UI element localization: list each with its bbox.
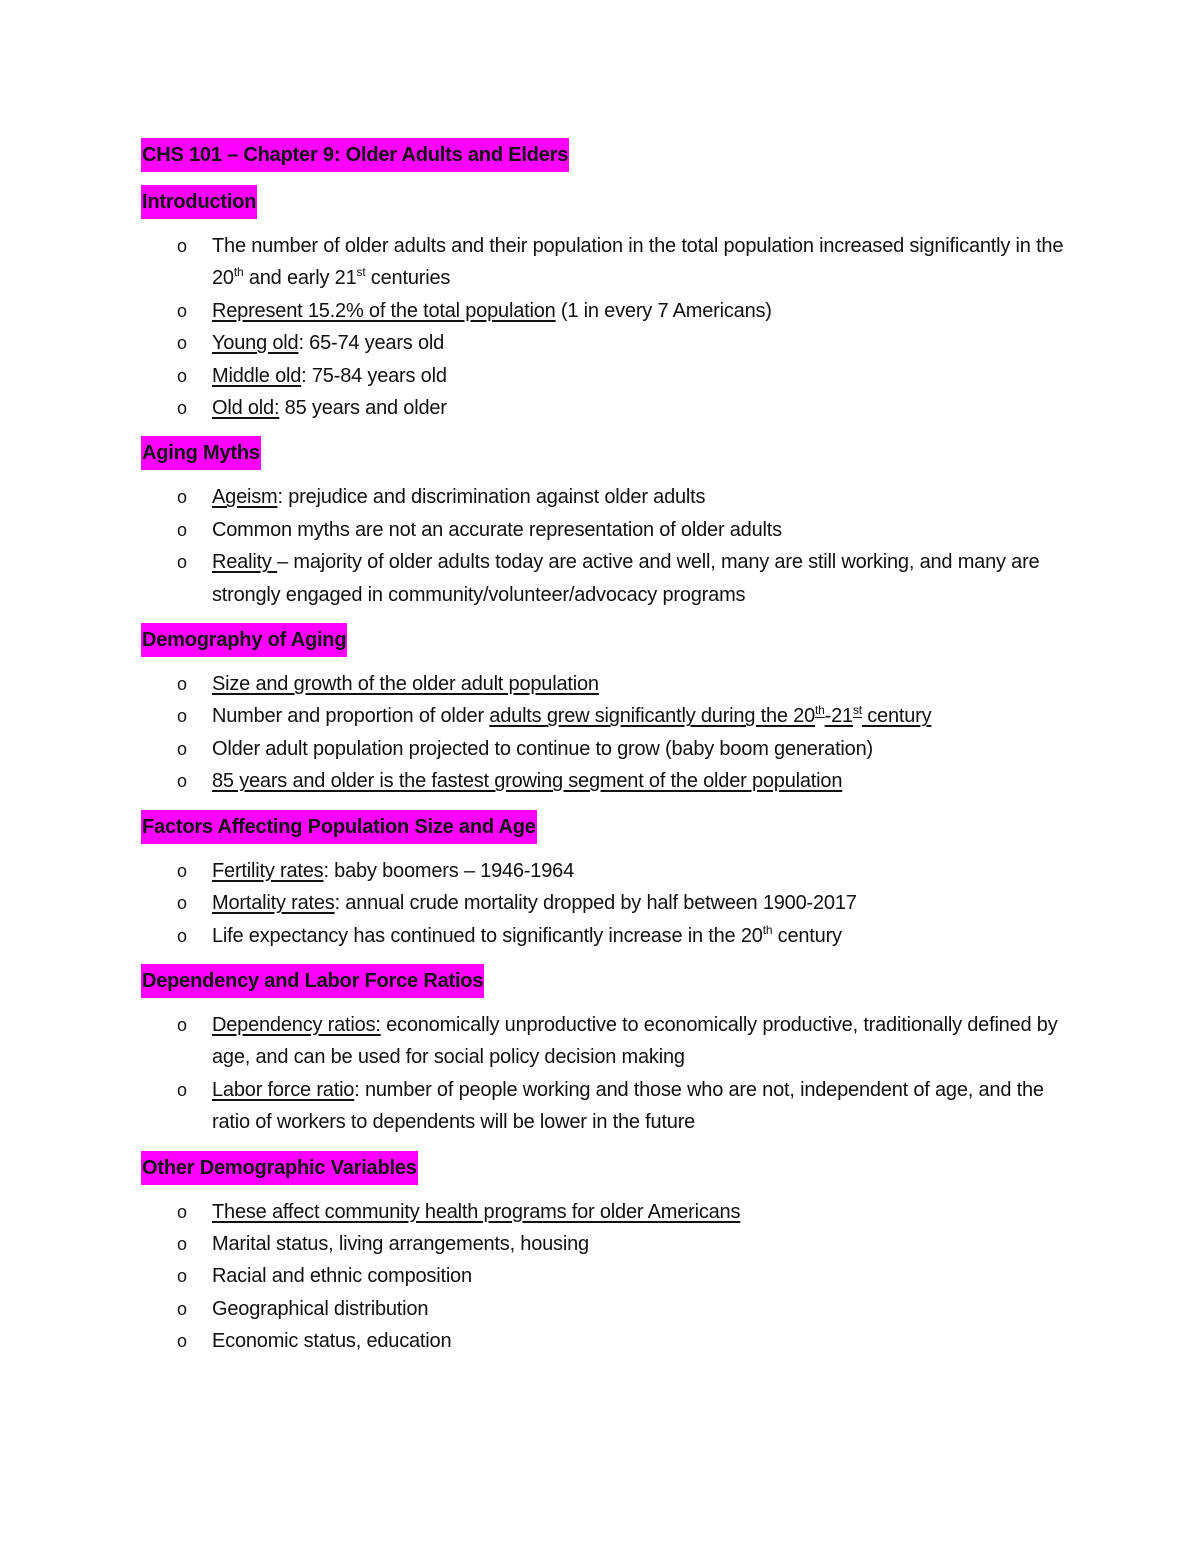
bullet-icon: o xyxy=(177,519,187,540)
list-item xyxy=(141,481,1071,513)
section-heading: Introduction xyxy=(141,185,257,219)
list-item xyxy=(141,855,1071,887)
underlined-term: Reality xyxy=(212,551,278,574)
item-text: The number of older adults and their population in the total population increased significantly in the 20 xyxy=(212,235,1064,290)
underlined-term: adults grew significantly during the 20 xyxy=(489,705,816,728)
bullet-icon: o xyxy=(177,552,187,573)
bullet-icon: o xyxy=(177,1233,187,1254)
list-item xyxy=(141,1260,1071,1292)
document-page xyxy=(141,138,1071,1358)
bullet-icon: o xyxy=(177,365,187,386)
underlined-term: th xyxy=(815,703,825,718)
item-text: and early 21 xyxy=(243,267,357,290)
underlined-term: Dependency ratios: xyxy=(212,1013,381,1036)
underlined-term: Old old: xyxy=(212,397,280,420)
item-text: : 65-74 years old xyxy=(298,332,445,355)
item-text: century xyxy=(772,924,842,947)
item-text: 85 years and older xyxy=(279,397,447,420)
list-item xyxy=(141,230,1071,295)
section-heading: Other Demographic Variables xyxy=(141,1151,418,1185)
bullet-icon: o xyxy=(177,738,187,759)
item-text: th xyxy=(233,265,244,280)
bullet-list xyxy=(141,1009,1071,1139)
list-item xyxy=(141,1009,1071,1074)
item-text: economically unproductive to economically productive, traditionally defined by age, and can be used for social policy decision making xyxy=(212,1013,1058,1069)
item-text: Number and proportion of older xyxy=(212,705,490,728)
section-heading-wrap xyxy=(141,623,1071,658)
list-item xyxy=(141,668,1071,700)
bullet-icon: o xyxy=(177,333,187,354)
item-text: Racial and ethnic composition xyxy=(212,1265,472,1288)
underlined-term: Fertility rates xyxy=(212,859,324,882)
list-item xyxy=(141,1293,1071,1325)
bullet-icon: o xyxy=(177,1201,187,1222)
bullet-icon: o xyxy=(177,893,187,914)
item-text: Life expectancy has continued to significantly increase in the 20 xyxy=(212,924,763,947)
list-item xyxy=(141,546,1071,611)
bullet-icon: o xyxy=(177,771,187,792)
underlined-term: Size and growth of the older adult population xyxy=(212,673,599,696)
section-heading: Aging Myths xyxy=(141,436,261,470)
item-text: centuries xyxy=(365,267,451,290)
list-item xyxy=(141,327,1071,359)
underlined-term: Labor force ratio xyxy=(212,1078,355,1101)
list-item xyxy=(141,1325,1071,1357)
item-text: st xyxy=(356,265,366,280)
bullet-list xyxy=(141,1196,1071,1358)
bullet-icon: o xyxy=(177,1331,187,1352)
underlined-term: Represent 15.2% of the total population xyxy=(212,299,556,322)
bullet-icon: o xyxy=(177,1079,187,1100)
sections-container xyxy=(141,185,1071,1358)
section-heading-wrap xyxy=(141,964,1071,999)
item-text: – majority of older adults today are active and well, many are still working, and many are strongly engaged in community/volunteer/advocacy programs xyxy=(212,551,1040,606)
bullet-icon: o xyxy=(177,487,187,508)
underlined-term: -21 xyxy=(824,705,853,728)
bullet-icon: o xyxy=(177,1298,187,1319)
list-item xyxy=(141,1074,1071,1139)
bullet-icon: o xyxy=(177,1266,187,1287)
underlined-term: Young old xyxy=(212,332,299,355)
bullet-icon: o xyxy=(177,398,187,419)
list-item xyxy=(141,765,1071,797)
list-item xyxy=(141,700,1071,732)
bullet-list xyxy=(141,230,1071,424)
item-text: : prejudice and discrimination against older adults xyxy=(277,486,706,509)
item-text: Older adult population projected to continue to grow (baby boom generation) xyxy=(212,737,873,760)
underlined-term: 85 years and older is the fastest growing segment of the older population xyxy=(212,770,843,793)
item-text: Marital status, living arrangements, housing xyxy=(212,1232,589,1255)
underlined-term: Middle old xyxy=(212,364,302,387)
item-text: : number of people working and those who are not, independent of age, and the ratio of workers to dependents will be lower in the future xyxy=(212,1078,1044,1134)
underlined-term: century xyxy=(861,705,932,728)
section-heading-wrap xyxy=(141,810,1071,845)
bullet-icon: o xyxy=(177,925,187,946)
bullet-list xyxy=(141,855,1071,952)
item-text: : baby boomers – 1946-1964 xyxy=(323,859,575,882)
item-text: Geographical distribution xyxy=(212,1297,429,1320)
underlined-term: Ageism xyxy=(212,486,278,509)
list-item xyxy=(141,360,1071,392)
bullet-icon: o xyxy=(177,236,187,256)
bullet-icon: o xyxy=(177,674,187,695)
item-text: Economic status, education xyxy=(212,1330,452,1353)
bullet-icon: o xyxy=(177,860,187,881)
item-text: : annual crude mortality dropped by half between 1900-2017 xyxy=(334,892,857,915)
section-heading: Demography of Aging xyxy=(141,623,347,657)
section-heading: Dependency and Labor Force Ratios xyxy=(141,964,484,998)
list-item xyxy=(141,920,1071,952)
list-item xyxy=(141,1228,1071,1260)
item-text: Common myths are not an accurate representation of older adults xyxy=(212,518,782,541)
list-item xyxy=(141,1196,1071,1228)
section-heading-wrap xyxy=(141,436,1071,471)
bullet-icon: o xyxy=(177,1014,187,1035)
underlined-term: These affect community health programs for older Americans xyxy=(212,1200,741,1223)
item-text: (1 in every 7 Americans) xyxy=(555,299,772,322)
underlined-term: Mortality rates xyxy=(212,892,335,915)
underlined-term: st xyxy=(852,703,862,718)
bullet-list xyxy=(141,668,1071,798)
list-item xyxy=(141,733,1071,765)
section-heading-wrap xyxy=(141,1151,1071,1186)
bullet-icon: o xyxy=(177,706,187,727)
list-item xyxy=(141,295,1071,327)
section-heading-wrap xyxy=(141,185,1071,220)
list-item xyxy=(141,392,1071,424)
title-wrap xyxy=(141,138,1071,173)
page-title: CHS 101 – Chapter 9: Older Adults and Elders xyxy=(141,138,569,172)
bullet-list xyxy=(141,481,1071,611)
list-item xyxy=(141,514,1071,546)
bullet-icon: o xyxy=(177,300,187,321)
section-heading: Factors Affecting Population Size and Age xyxy=(141,810,537,844)
item-text: th xyxy=(762,922,773,937)
list-item xyxy=(141,887,1071,919)
item-text: : 75-84 years old xyxy=(301,364,447,387)
